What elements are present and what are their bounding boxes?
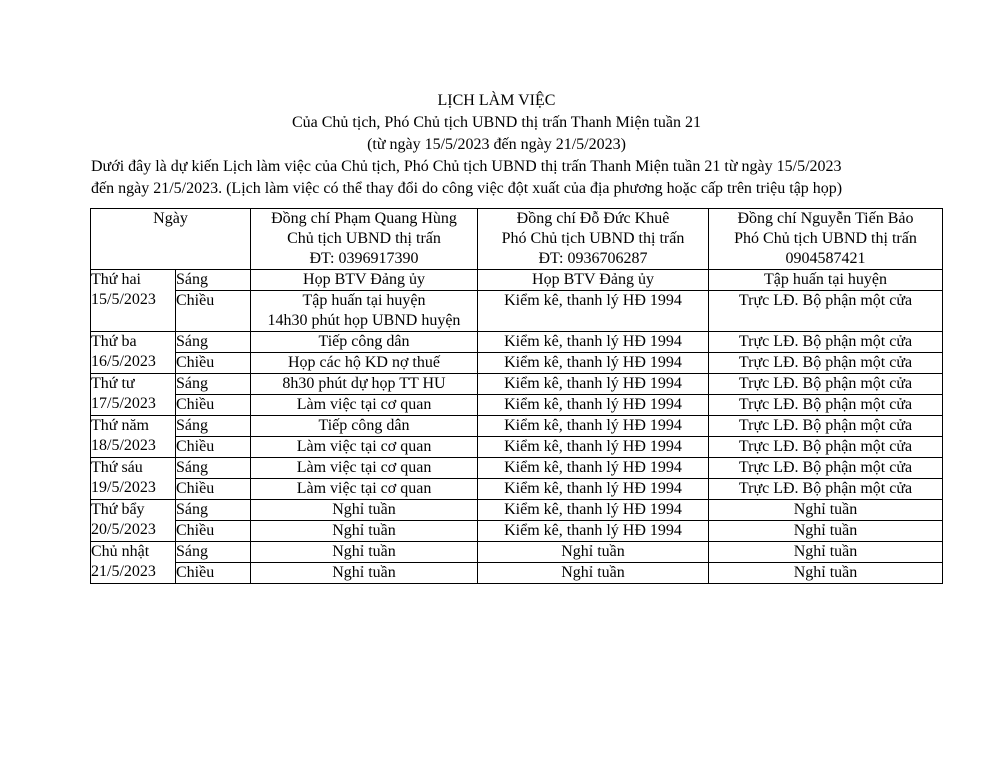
official-role: Chủ tịch UBND thị trấn <box>287 230 441 247</box>
task-cell: Làm việc tại cơ quan <box>251 395 478 416</box>
official-role: Phó Chủ tịch UBND thị trấn <box>734 230 917 247</box>
session-afternoon: Chiều <box>176 353 251 374</box>
task-cell: Nghỉ tuần <box>709 542 943 563</box>
day-date: 18/5/2023 <box>91 437 156 454</box>
official-name: Đồng chí Đỗ Đức Khuê <box>516 210 670 227</box>
table-row <box>91 291 943 332</box>
official-name: Đồng chí Phạm Quang Hùng <box>271 210 457 227</box>
session-morning: Sáng <box>176 416 251 437</box>
header-official-1 <box>251 209 478 270</box>
session-afternoon: Chiều <box>176 437 251 458</box>
task-cell: Trực LĐ. Bộ phận một cửa <box>709 458 943 479</box>
weekday: Thứ ba <box>91 333 137 350</box>
task-cell: Kiểm kê, thanh lý HĐ 1994 <box>478 374 709 395</box>
task-cell: Nghỉ tuần <box>251 563 478 584</box>
task-cell: 8h30 phút dự họp TT HU <box>251 374 478 395</box>
schedule-table <box>90 208 943 584</box>
table-row <box>91 332 943 353</box>
document-subtitle: Của Chủ tịch, Phó Chủ tịch UBND thị trấn Thanh Miện tuần 21 <box>291 114 701 131</box>
task-cell: Kiểm kê, thanh lý HĐ 1994 <box>478 500 709 521</box>
task-cell: Làm việc tại cơ quan <box>251 458 478 479</box>
weekday: Thứ bẩy <box>91 501 145 518</box>
table-row <box>91 374 943 395</box>
task-cell: Nghỉ tuần <box>709 521 943 542</box>
task-cell: Trực LĐ. Bộ phận một cửa <box>709 353 943 374</box>
session-morning: Sáng <box>176 542 251 563</box>
table-row <box>91 353 943 374</box>
task-cell: Trực LĐ. Bộ phận một cửa <box>709 416 943 437</box>
day-date: 20/5/2023 <box>91 521 156 538</box>
session-afternoon: Chiều <box>176 291 251 332</box>
session-morning: Sáng <box>176 374 251 395</box>
task-cell: Nghỉ tuần <box>478 542 709 563</box>
intro-line-2: đến ngày 21/5/2023. (Lịch làm việc có thể thay đổi do công việc đột xuất của địa phương hoặc cấp trên triệu tập họp) <box>91 180 843 197</box>
table-row <box>91 521 943 542</box>
header-day-label: Ngày <box>153 210 188 227</box>
intro-line-1: Dưới đây là dự kiến Lịch làm việc của Chủ tịch, Phó Chủ tịch UBND thị trấn Thanh Miện tuần 21 từ ngày 15/5/2023 <box>91 158 842 175</box>
weekday: Thứ hai <box>91 271 141 288</box>
date-range: (từ ngày 15/5/2023 đến ngày 21/5/2023) <box>367 136 626 153</box>
weekday: Thứ sáu <box>91 459 143 476</box>
task-cell: Kiểm kê, thanh lý HĐ 1994 <box>478 353 709 374</box>
task-cell: Nghỉ tuần <box>709 563 943 584</box>
session-morning: Sáng <box>176 332 251 353</box>
day-cell <box>91 416 176 458</box>
table-row <box>91 270 943 291</box>
session-afternoon: Chiều <box>176 563 251 584</box>
day-cell <box>91 500 176 542</box>
official-role: Phó Chủ tịch UBND thị trấn <box>501 230 685 247</box>
day-cell <box>91 458 176 500</box>
task-cell: Trực LĐ. Bộ phận một cửa <box>709 395 943 416</box>
task-cell: Kiểm kê, thanh lý HĐ 1994 <box>478 416 709 437</box>
task-cell: Kiểm kê, thanh lý HĐ 1994 <box>478 332 709 353</box>
task-cell: Kiểm kê, thanh lý HĐ 1994 <box>478 521 709 542</box>
official-name: Đồng chí Nguyễn Tiến Bảo <box>737 210 914 227</box>
header-official-2 <box>478 209 709 270</box>
session-morning: Sáng <box>176 500 251 521</box>
task-cell: Họp BTV Đảng ủy <box>478 270 709 291</box>
official-phone: 0904587421 <box>785 250 866 267</box>
official-phone: ĐT: 0396917390 <box>309 250 419 267</box>
session-afternoon: Chiều <box>176 521 251 542</box>
task-cell: Kiểm kê, thanh lý HĐ 1994 <box>478 395 709 416</box>
header-day <box>91 209 251 270</box>
weekday: Thứ năm <box>91 417 149 434</box>
session-afternoon: Chiều <box>176 479 251 500</box>
table-row <box>91 458 943 479</box>
day-date: 15/5/2023 <box>91 291 156 308</box>
table-row <box>91 563 943 584</box>
day-date: 17/5/2023 <box>91 395 156 412</box>
task-cell: Nghỉ tuần <box>251 542 478 563</box>
session-morning: Sáng <box>176 270 251 291</box>
task-cell: Trực LĐ. Bộ phận một cửa <box>709 437 943 458</box>
table-row <box>91 542 943 563</box>
day-date: 21/5/2023 <box>91 563 156 580</box>
task-cell: Làm việc tại cơ quan <box>251 479 478 500</box>
table-row <box>91 395 943 416</box>
task-cell: Trực LĐ. Bộ phận một cửa <box>709 291 943 332</box>
task-cell: Trực LĐ. Bộ phận một cửa <box>709 479 943 500</box>
task-cell: Họp BTV Đảng ủy <box>251 270 478 291</box>
task-cell: Làm việc tại cơ quan <box>251 437 478 458</box>
day-date: 16/5/2023 <box>91 353 156 370</box>
header-official-3 <box>709 209 943 270</box>
document-title: LỊCH LÀM VIỆC <box>437 92 556 109</box>
table-row <box>91 500 943 521</box>
task-cell: Tập huấn tại huyện <box>709 270 943 291</box>
task-cell: Kiểm kê, thanh lý HĐ 1994 <box>478 458 709 479</box>
day-date: 19/5/2023 <box>91 479 156 496</box>
task-cell: Nghỉ tuần <box>251 500 478 521</box>
task-line: 14h30 phút họp UBND huyện <box>267 312 461 329</box>
day-cell <box>91 374 176 416</box>
session-morning: Sáng <box>176 458 251 479</box>
task-cell: Kiểm kê, thanh lý HĐ 1994 <box>478 437 709 458</box>
task-cell: Nghỉ tuần <box>251 521 478 542</box>
table-row <box>91 479 943 500</box>
task-cell: Kiểm kê, thanh lý HĐ 1994 <box>478 479 709 500</box>
session-afternoon: Chiều <box>176 395 251 416</box>
day-cell <box>91 542 176 584</box>
table-row <box>91 437 943 458</box>
task-cell <box>251 291 478 332</box>
task-cell: Nghỉ tuần <box>709 500 943 521</box>
task-cell: Kiểm kê, thanh lý HĐ 1994 <box>478 291 709 332</box>
task-line: Tập huấn tại huyện <box>302 292 426 309</box>
task-cell: Trực LĐ. Bộ phận một cửa <box>709 332 943 353</box>
day-cell <box>91 270 176 332</box>
task-cell: Họp các hộ KD nợ thuế <box>251 353 478 374</box>
official-phone: ĐT: 0936706287 <box>538 250 648 267</box>
weekday: Thứ tư <box>91 375 135 392</box>
task-cell: Tiếp công dân <box>251 416 478 437</box>
task-cell: Tiếp công dân <box>251 332 478 353</box>
table-row <box>91 416 943 437</box>
weekday: Chủ nhật <box>91 543 150 560</box>
task-cell: Nghỉ tuần <box>478 563 709 584</box>
day-cell <box>91 332 176 374</box>
task-cell: Trực LĐ. Bộ phận một cửa <box>709 374 943 395</box>
